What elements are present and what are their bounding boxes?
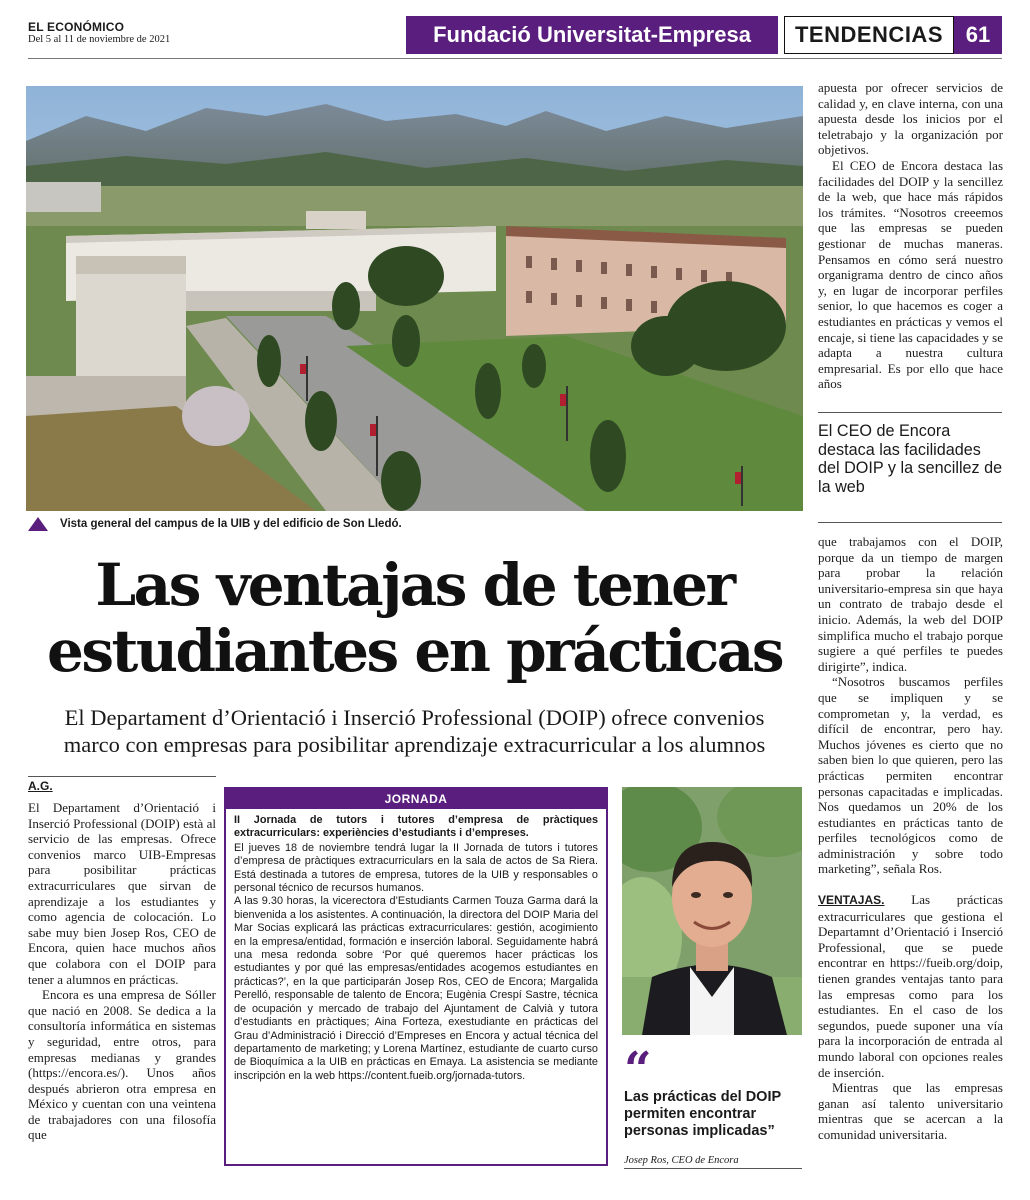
issue-date: Del 5 al 11 de noviembre de 2021 [28,34,171,45]
body-paragraph: El Departament d’Orientació i Inserció Professional (DOIP) està al servicio de las empresas. Ofrece convenios marco UIB-Empresas para posibilitar prácticas extracurriculares que sirvan de aprendizaje a los estudiantes y como agencia de colocación. Lo sabe muy bien Josep Ros, CEO de Encora, quien hace muchos años que colabora con el DOIP para tener a alumnos en prácticas. [28,800,216,987]
body-paragraph: VENTAJAS. Las prácticas extracurriculares que gestiona el Departamnt d’Orientació i Inserció Professional, que se puede encontrar en https://fueib.org/doip, tienen grandes ventajas tanto para las empresas como para los estudiantes. En el caso de los segundos, puede suponer una vía para la incorporación de entrada al mundo laboral con opciones reales de inserción. [818,892,1003,1080]
pull-quote: Las prácticas del DOIP permiten encontrar personas implicadas” [624,1089,781,1139]
pull-quote-bottom-divider [818,522,1002,523]
headline [26,552,803,684]
quote-mark-icon: “ [624,1042,652,1098]
jornada-box [224,787,608,1166]
subheadline [26,704,803,758]
section-label: TENDENCIAS [784,16,954,54]
jornada-paragraph: El jueves 18 de noviembre tendrá lugar la II Jornada de tutors i tutores d’empresa de pràctiques extracurriculars en la sala de actos de Sa Riera. Está destinada a tutores de empresa, tutores de la UIB y responsables o personal técnico de recursos humanos. [234,841,598,895]
caption-text: Vista general del campus de la UIB y del edificio de Son Lledó. [60,518,402,530]
ventajas-label: VENTAJAS. [818,893,885,908]
jornada-label: JORNADA [226,789,606,809]
body-column-right-bottom [818,534,1003,1143]
campus-photo [26,86,803,511]
subheadline-line-2: marco con empresas para posibilitar aprendizaje extracurricular a los alumnos [63,732,766,757]
page-number: 61 [954,16,1002,54]
body-paragraph: apuesta por ofrecer servicios de calidad y, en clave interna, con una apuesta desde los inicios por el teletrabajo y la organización por objetivos. [818,80,1003,158]
body-paragraph: Mientras que las empresas ganan así talento universitario mientras que se acercan a la comunidad universitaria. [818,1080,1003,1142]
subheadline-line-1: El Departament d’Orientació i Inserció Professional (DOIP) ofrece convenios [64,705,765,730]
quote-divider [624,1168,802,1169]
quote-attribution: Josep Ros, CEO de Encora [624,1155,739,1166]
body-column-1 [28,800,216,1143]
right-pull-quote: El CEO de Encora destaca las facilidades del DOIP y la sencillez de la web [818,422,1003,496]
jornada-body [226,809,606,1088]
publication-name: EL ECONÓMICO [28,20,125,34]
header-divider [28,58,1002,59]
body-paragraph: Encora es una empresa de Sóller que nació en 2008. Se dedica a la consultoría informática en sistemas y seguridad, entre otros, para empresas medianas y grandes (https://encora.es/). Unos años después abrieron otra empresa en México y cuentan con una veintena de trabajadores con una filosofía que [28,987,216,1143]
byline: A.G. [28,776,216,793]
body-column-right-top [818,80,1003,392]
jornada-title: II Jornada de tutors i tutores d’empresa de pràctiques extracurriculars: experiències d’estudiants i d’empreses. [234,814,598,840]
headline-line-2: estudiantes en prácticas [46,617,783,685]
body-paragraph: El CEO de Encora destaca las facilidades del DOIP y la sencillez de la web, que hace más rápidos los trámites. “Nosotros creeemos que las empresas se pueden gestionar de muchas maneras. Pensamos en cómo será nuestro organigrama dentro de cinco años y, en lugar de incorporar perfiles senior, lo que hacemos es coger a estudiantes en prácticas y vemos el encaje, si tiene las capacidades y se adapta a nuestra cultura empresarial. Es por ello que hace años [818,157,1003,392]
caption-triangle-icon [28,517,48,531]
pull-quote-top-divider [818,412,1002,413]
headline-line-1: Las ventajas de tener [95,551,734,619]
body-paragraph: que trabajamos con el DOIP, porque da un tiempo de margen para probar la relación universitario-empresa sin que haya un contrato de trabajo desde el inicio. Además, la web del DOIP simplifica mucho el trabajo porque sugiere a qué perfiles te puedes dirigirte”, indica. [818,534,1003,674]
photo-caption [28,517,402,531]
portrait-josep-ros [622,787,802,1035]
body-paragraph: “Nosotros buscamos perfiles que se impliquen y se comprometan y, la verdad, es difícil de encontrar, pero hay. Muchos jóvenes es cierto que no saben bien lo que quieren, pero las prácticas permiten encontrar personas capacitadas e implicadas. Nos quedamos un 20% de los estudiantes en prácticas tanto de perfiles tecnológicos como de administración y sobre todo marketing”, señala Ros. [818,674,1003,877]
foundation-banner: Fundació Universitat-Empresa [406,16,778,54]
jornada-paragraph: A las 9.30 horas, la vicerectora d’Estudiants Carmen Touza Garma dará la bienvenida a los asistentes. A continuación, la directora del DOIP Maria del Mar Socias explicará las prácticas extracurriculares: gestión, acogimiento en la empresa/entidad, formación e inserción laboral. Seguidamente habrá una mesa redonda sobre ‘Por qué queremos hacer prácticas los estudiantes y por qué las empresas/entidades acogemos estudiantes en prácticas?’, en la que participarán Josep Ros, CEO de Encora; Margalida Perelló, responsable de talento de Encora; Eugènia Crespí Sastre, técnica de ocupación y mercado de trabajo del Ajuntament de Calvià y tutora d’estudiants en pràctiques; Aina Forteza, exestudiante en prácticas del Grau d’Administració i Direcció d’Empreses en Encora y actual técnica del departamento de marketing; y Lorena Martínez, estudiante de cuarto curso de Bioquímica a la UIB en prácticas en Emaya. La asistencia se mediante inscripción en la web https://content.fueib.org/jornada-tutors. [234,895,598,1082]
